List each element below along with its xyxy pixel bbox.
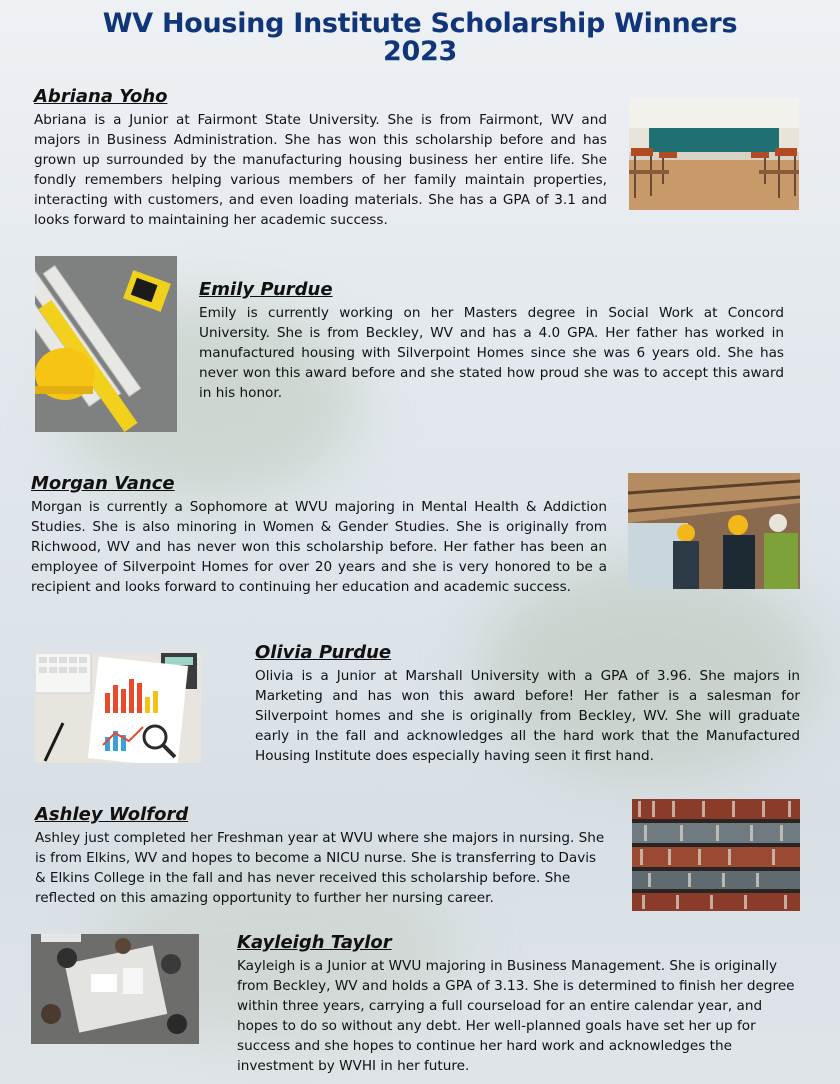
- classroom-photo: [629, 98, 799, 210]
- winner-kayleigh-taylor: [237, 932, 797, 1076]
- business-meeting-photo: [31, 934, 199, 1044]
- construction-tools-photo: [35, 256, 177, 432]
- page-title-line2: 2023: [383, 36, 457, 67]
- winner-bio: Ashley just completed her Freshman year at WVU where she majors in nursing. She is from Elkins, WV and hopes to become a NICU nurse. She is transferring to Davis & Elkins College in the fall and has never received this scholarship before. She reflected on this amazing opportunity to further her nursing career.: [35, 830, 605, 906]
- winner-abriana-yoho: [34, 86, 607, 230]
- page-title: [0, 10, 840, 66]
- page-title-line1: WV Housing Institute Scholarship Winners: [102, 8, 738, 39]
- winner-bio: Emily is currently working on her Masters degree in Social Work at Concord University. She is from Beckley, WV and has a 4.0 GPA. Her father has worked in manufactured housing with Silverpoint Homes since she was 6 years old. She has never won this award before and she stated how proud she was to accept this award in his honor.: [199, 305, 784, 401]
- bookshelf-photo: [632, 799, 800, 911]
- construction-workers-photo: [628, 473, 800, 589]
- winner-name: Morgan Vance: [31, 473, 175, 494]
- winner-name: Olivia Purdue: [255, 642, 392, 663]
- winner-name: Abriana Yoho: [34, 86, 168, 107]
- winner-morgan-vance: [31, 473, 607, 597]
- winner-bio: Olivia is a Junior at Marshall University with a GPA of 3.96. She majors in Marketing and has won this award before! Her father is a salesman for Silverpoint homes and she is originally from Beckley, WV. She will graduate early in the fall and acknowledges all the hard work that the Manufactured Housing Institute does especially having seen it first hand.: [255, 668, 800, 764]
- winner-emily-purdue: [199, 279, 784, 403]
- winner-olivia-purdue: [255, 642, 800, 766]
- winner-bio: Morgan is currently a Sophomore at WVU majoring in Mental Health & Addiction Studies. She is also minoring in Women & Gender Studies. She is originally from Richwood, WV and has never won this scholarship before. Her father has been an employee of Silverpoint Homes for over 20 years and she is very honored to be a recipient and looks forward to continuing her education and academic success.: [31, 499, 607, 595]
- winner-name: Kayleigh Taylor: [237, 932, 392, 953]
- winner-bio: Abriana is a Junior at Fairmont State University. She is from Fairmont, WV and majors in Business Administration. She has won this scholarship before and has grown up surrounded by the manufacturing housing business her entire life. She fondly remembers helping various members of her family maintain properties, interacting with customers, and even loading materials. She has a GPA of 3.1 and looks forward to maintaining her academic success.: [34, 112, 607, 228]
- winner-name: Ashley Wolford: [35, 804, 189, 825]
- winner-ashley-wolford: [35, 804, 610, 908]
- charts-on-desk-photo: [35, 653, 201, 763]
- winner-bio: Kayleigh is a Junior at WVU majoring in Business Management. She is originally from Beckley, WV and holds a GPA of 3.13. She is determined to finish her degree within three years, carrying a full courseload for an entire calendar year, and hopes to do so without any debt. Her well-planned goals have set her up for success and she hopes to continue her hard work and acknowledges the investment by WVHI in her future.: [237, 958, 795, 1074]
- winner-name: Emily Purdue: [199, 279, 333, 300]
